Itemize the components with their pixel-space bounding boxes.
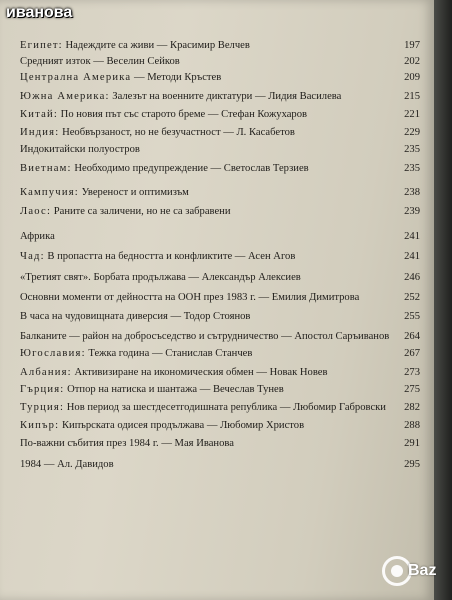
toc-title: Основни моменти от дейността на ООН през 1983 г. — Емилия Димитрова <box>20 291 360 303</box>
toc-heading: Китай: <box>20 109 59 120</box>
toc-page-number: 221 <box>404 109 420 120</box>
toc-title: Надеждите са живи — Красимир Велчев <box>65 40 250 51</box>
toc-heading: Лаос: <box>20 205 52 217</box>
toc-title: Африка <box>20 231 55 242</box>
toc-entry <box>20 420 420 433</box>
toc-page-number: 275 <box>404 384 420 395</box>
toc-page-number: 273 <box>404 366 420 378</box>
toc-page-number: 295 <box>404 459 420 470</box>
toc-heading: Индия: <box>20 126 60 138</box>
toc-title: В пропастта на бедността и конфликтите — Асен Агов <box>47 250 296 262</box>
toc-entry <box>20 109 420 122</box>
toc-heading: Чад: <box>20 250 45 262</box>
toc-entry <box>20 384 420 397</box>
toc-title: 1984 — Ал. Давидов <box>20 459 114 470</box>
toc-page-number: 241 <box>404 250 420 262</box>
toc-entry <box>20 163 420 176</box>
toc-page-number: 239 <box>404 205 420 217</box>
toc-entry <box>20 206 420 219</box>
table-of-contents <box>20 40 420 472</box>
toc-page-number: 282 <box>404 401 420 413</box>
toc-page-number: 288 <box>404 420 420 431</box>
toc-title: По-важни събития през 1984 г. — Мая Иванова <box>20 437 234 449</box>
toc-title: Балканите — район на добросъседство и сътрудничество — Апостол Саръиванов <box>20 330 390 342</box>
toc-page-number: 291 <box>404 437 420 449</box>
toc-entry <box>20 311 420 324</box>
seller-watermark: иванова <box>6 4 73 21</box>
toc-title: Залезът на военните диктатури — Лидия Василева <box>112 90 342 102</box>
toc-page-number: 264 <box>404 330 420 342</box>
toc-title: Увереност и оптимизъм <box>81 187 189 198</box>
toc-heading: Египет: <box>20 40 63 51</box>
toc-title: Индокитайски полуостров <box>20 144 140 155</box>
toc-page-number: 229 <box>404 126 420 138</box>
toc-entry <box>20 348 420 361</box>
toc-entry <box>20 40 420 53</box>
toc-title: В часа на чудовищната диверсия — Тодор Стоянов <box>20 311 251 322</box>
toc-page-number: 252 <box>404 291 420 303</box>
toc-page-number: 215 <box>404 90 420 102</box>
toc-title: Тежка година — Станислав Станчев <box>88 348 253 359</box>
toc-title: Отпор на натиска и шантажа — Вечеслав Тунев <box>67 384 284 395</box>
bazar-badge-text: Baz <box>408 562 437 579</box>
toc-title: Необвързаност, но не безучастност — Л. Касабетов <box>62 126 295 138</box>
toc-page-number: 202 <box>404 55 420 67</box>
toc-heading: Южна Америка: <box>20 90 110 102</box>
toc-page-number: 235 <box>404 144 420 155</box>
toc-entry <box>20 127 420 140</box>
toc-entry <box>20 459 420 472</box>
toc-heading: Югославия: <box>20 348 86 359</box>
toc-heading: Виетнам: <box>20 162 72 174</box>
toc-entry <box>20 56 420 69</box>
toc-entry <box>20 231 420 244</box>
toc-entry <box>20 331 420 344</box>
toc-entry <box>20 187 420 200</box>
toc-entry <box>20 251 420 264</box>
toc-heading: Турция: <box>20 401 65 413</box>
toc-page-number: 238 <box>404 187 420 198</box>
toc-entry <box>20 367 420 380</box>
toc-entry <box>20 91 420 104</box>
toc-page-number: 267 <box>404 348 420 359</box>
toc-heading: Гърция: <box>20 384 65 395</box>
toc-page-number: 209 <box>404 72 420 83</box>
bazar-badge <box>382 556 438 596</box>
toc-title: Раните са заличени, но не са забравени <box>53 205 231 217</box>
toc-entry <box>20 292 420 305</box>
toc-title: Кипърската одисея продължава — Любомир Христов <box>61 420 305 431</box>
toc-page-number: 235 <box>404 162 420 174</box>
toc-title: Активизиране на икономическия обмен — Новак Новев <box>74 366 328 378</box>
toc-title: Необходимо предупреждение — Светослав Терзиев <box>74 162 309 174</box>
toc-page-number: 197 <box>404 40 420 51</box>
toc-heading: Централна Америка <box>20 72 132 83</box>
toc-entry <box>20 144 420 157</box>
toc-entry <box>20 402 420 415</box>
toc-heading: Албания: <box>20 366 72 378</box>
toc-page-number: 241 <box>404 231 420 242</box>
toc-heading: Кипър: <box>20 420 60 431</box>
book-edge <box>434 0 452 600</box>
toc-entry <box>20 438 420 451</box>
toc-entry <box>20 72 420 85</box>
toc-title: Нов период за шестдесетгодишната република — Любомир Габровски <box>66 401 386 413</box>
toc-page-number: 246 <box>404 272 420 283</box>
toc-title: — Методи Кръстев <box>133 72 222 83</box>
toc-heading: Кампучия: <box>20 187 79 198</box>
toc-page-number: 255 <box>404 311 420 322</box>
toc-entry <box>20 272 420 285</box>
toc-title: По новия път със старото бреме — Стефан Кожухаров <box>60 109 308 120</box>
toc-title: «Третият свят». Борбата продължава — Александър Алексиев <box>20 272 301 283</box>
toc-title: Средният изток — Веселин Сейков <box>20 55 180 67</box>
